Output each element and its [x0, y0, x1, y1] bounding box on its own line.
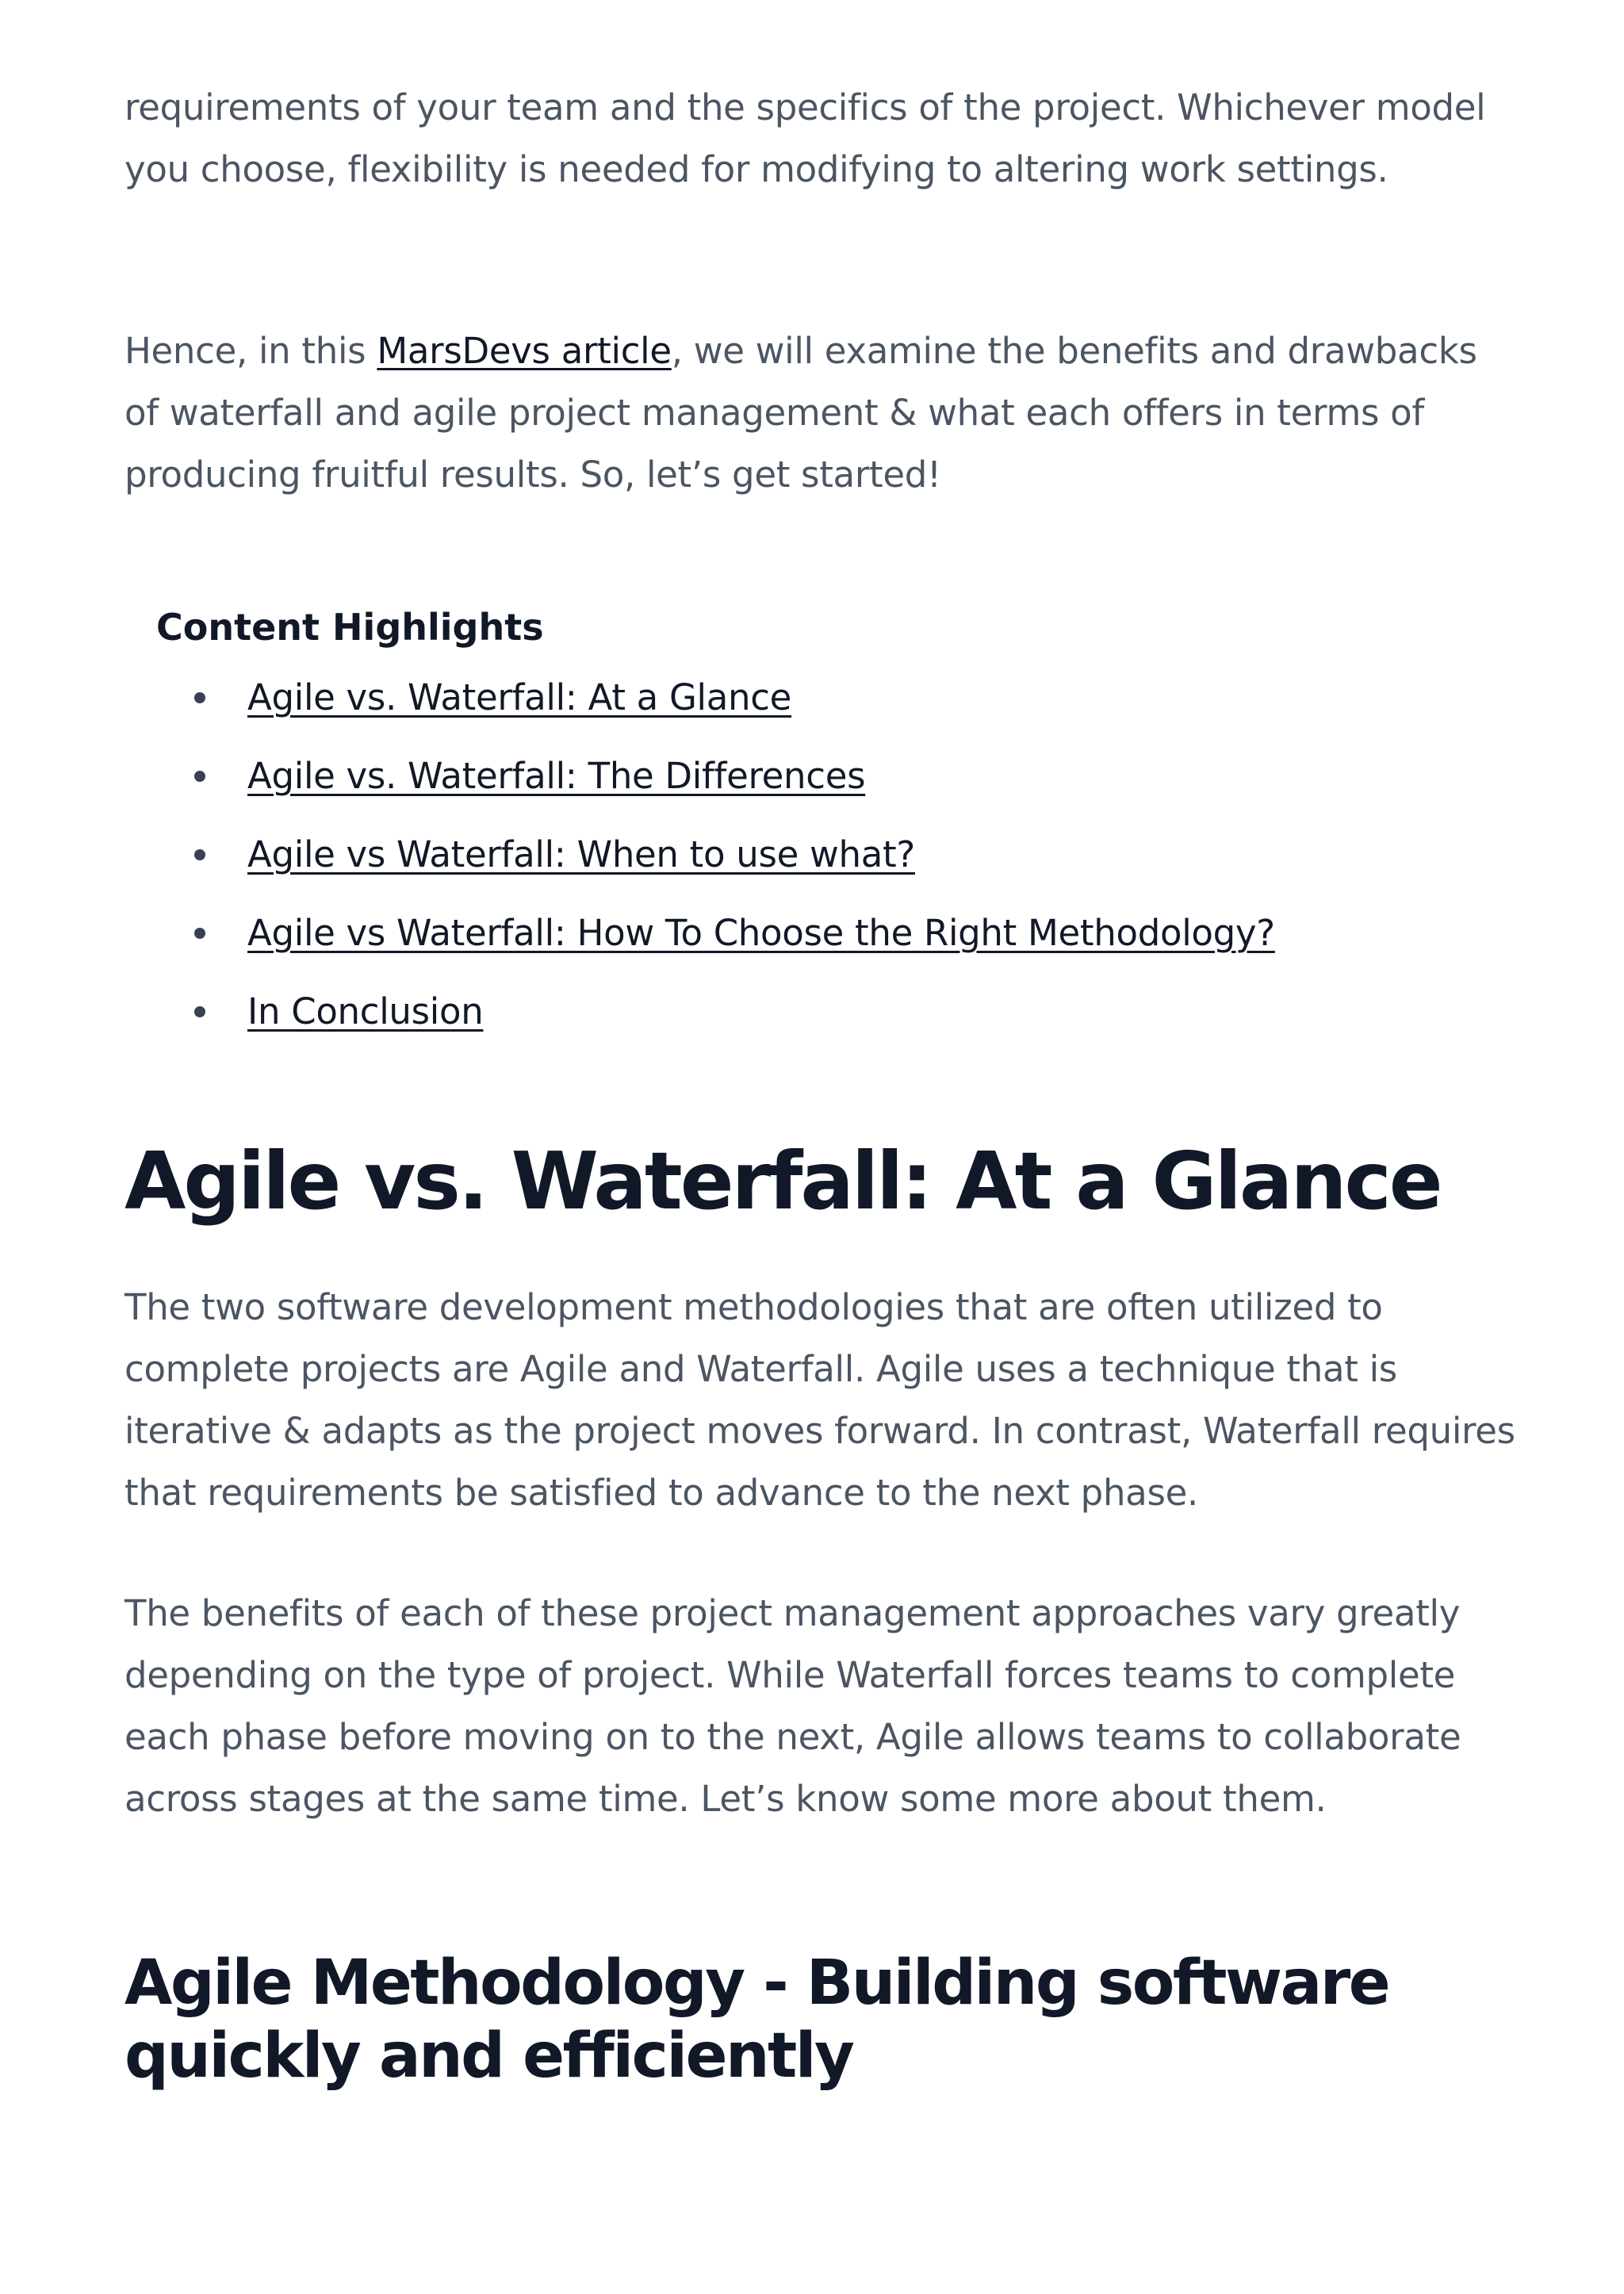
toc-item: [156, 894, 1504, 972]
marsdevs-article-link[interactable]: MarsDevs article: [377, 330, 672, 372]
section-title-agile-methodology: Agile Methodology - Building software quickly and efficiently: [124, 1947, 1389, 2092]
intro-paragraph-2-text-start: Hence, in this: [124, 330, 377, 372]
toc-item: [156, 658, 1504, 737]
bullet-icon: [194, 692, 205, 703]
intro-paragraph-2-text-end: , we will examine the benefits and drawbacks of waterfall and agile project management & what each offers in terms of producing fruitful results. So, let’s get started!: [124, 330, 1477, 496]
section-title-at-a-glance: Agile vs. Waterfall: At a Glance: [124, 1135, 1441, 1227]
toc-link-at-a-glance[interactable]: Agile vs. Waterfall: At a Glance: [247, 676, 792, 718]
toc-link-differences[interactable]: Agile vs. Waterfall: The Differences: [247, 755, 866, 797]
intro-paragraph-1: requirements of your team and the specifics of the project. Whichever model you choose, flexibility is needed for modifying to altering work settings.: [124, 86, 1486, 190]
bullet-icon: [194, 1006, 205, 1017]
content-highlights-toc: [156, 596, 1504, 1051]
glance-paragraph-1: The two software development methodologies that are often utilized to complete projects are Agile and Waterfall. Agile uses a technique that is iterative & adapts as the project moves forward. In contrast, Waterfall requires that requirements be satisfied to advance to the next phase.: [124, 1286, 1515, 1514]
bullet-icon: [194, 771, 205, 782]
bullet-icon: [194, 849, 205, 860]
toc-list: [156, 658, 1504, 1051]
bullet-icon: [194, 928, 205, 939]
toc-item: [156, 972, 1504, 1051]
toc-item: [156, 737, 1504, 815]
toc-link-when-to-use[interactable]: Agile vs Waterfall: When to use what?: [247, 833, 915, 875]
toc-link-how-to-choose[interactable]: Agile vs Waterfall: How To Choose the Right Methodology?: [247, 912, 1275, 954]
toc-title: Content Highlights: [156, 606, 544, 649]
glance-paragraph-2: The benefits of each of these project management approaches vary greatly depending on the type of project. While Waterfall forces teams to complete each phase before moving on to the next, Agile allows teams to collaborate across stages at the same time. Let’s know some more about them.: [124, 1592, 1461, 1820]
toc-item: [156, 815, 1504, 894]
intro-paragraph-2: [124, 320, 1520, 506]
toc-link-conclusion[interactable]: In Conclusion: [247, 990, 484, 1032]
